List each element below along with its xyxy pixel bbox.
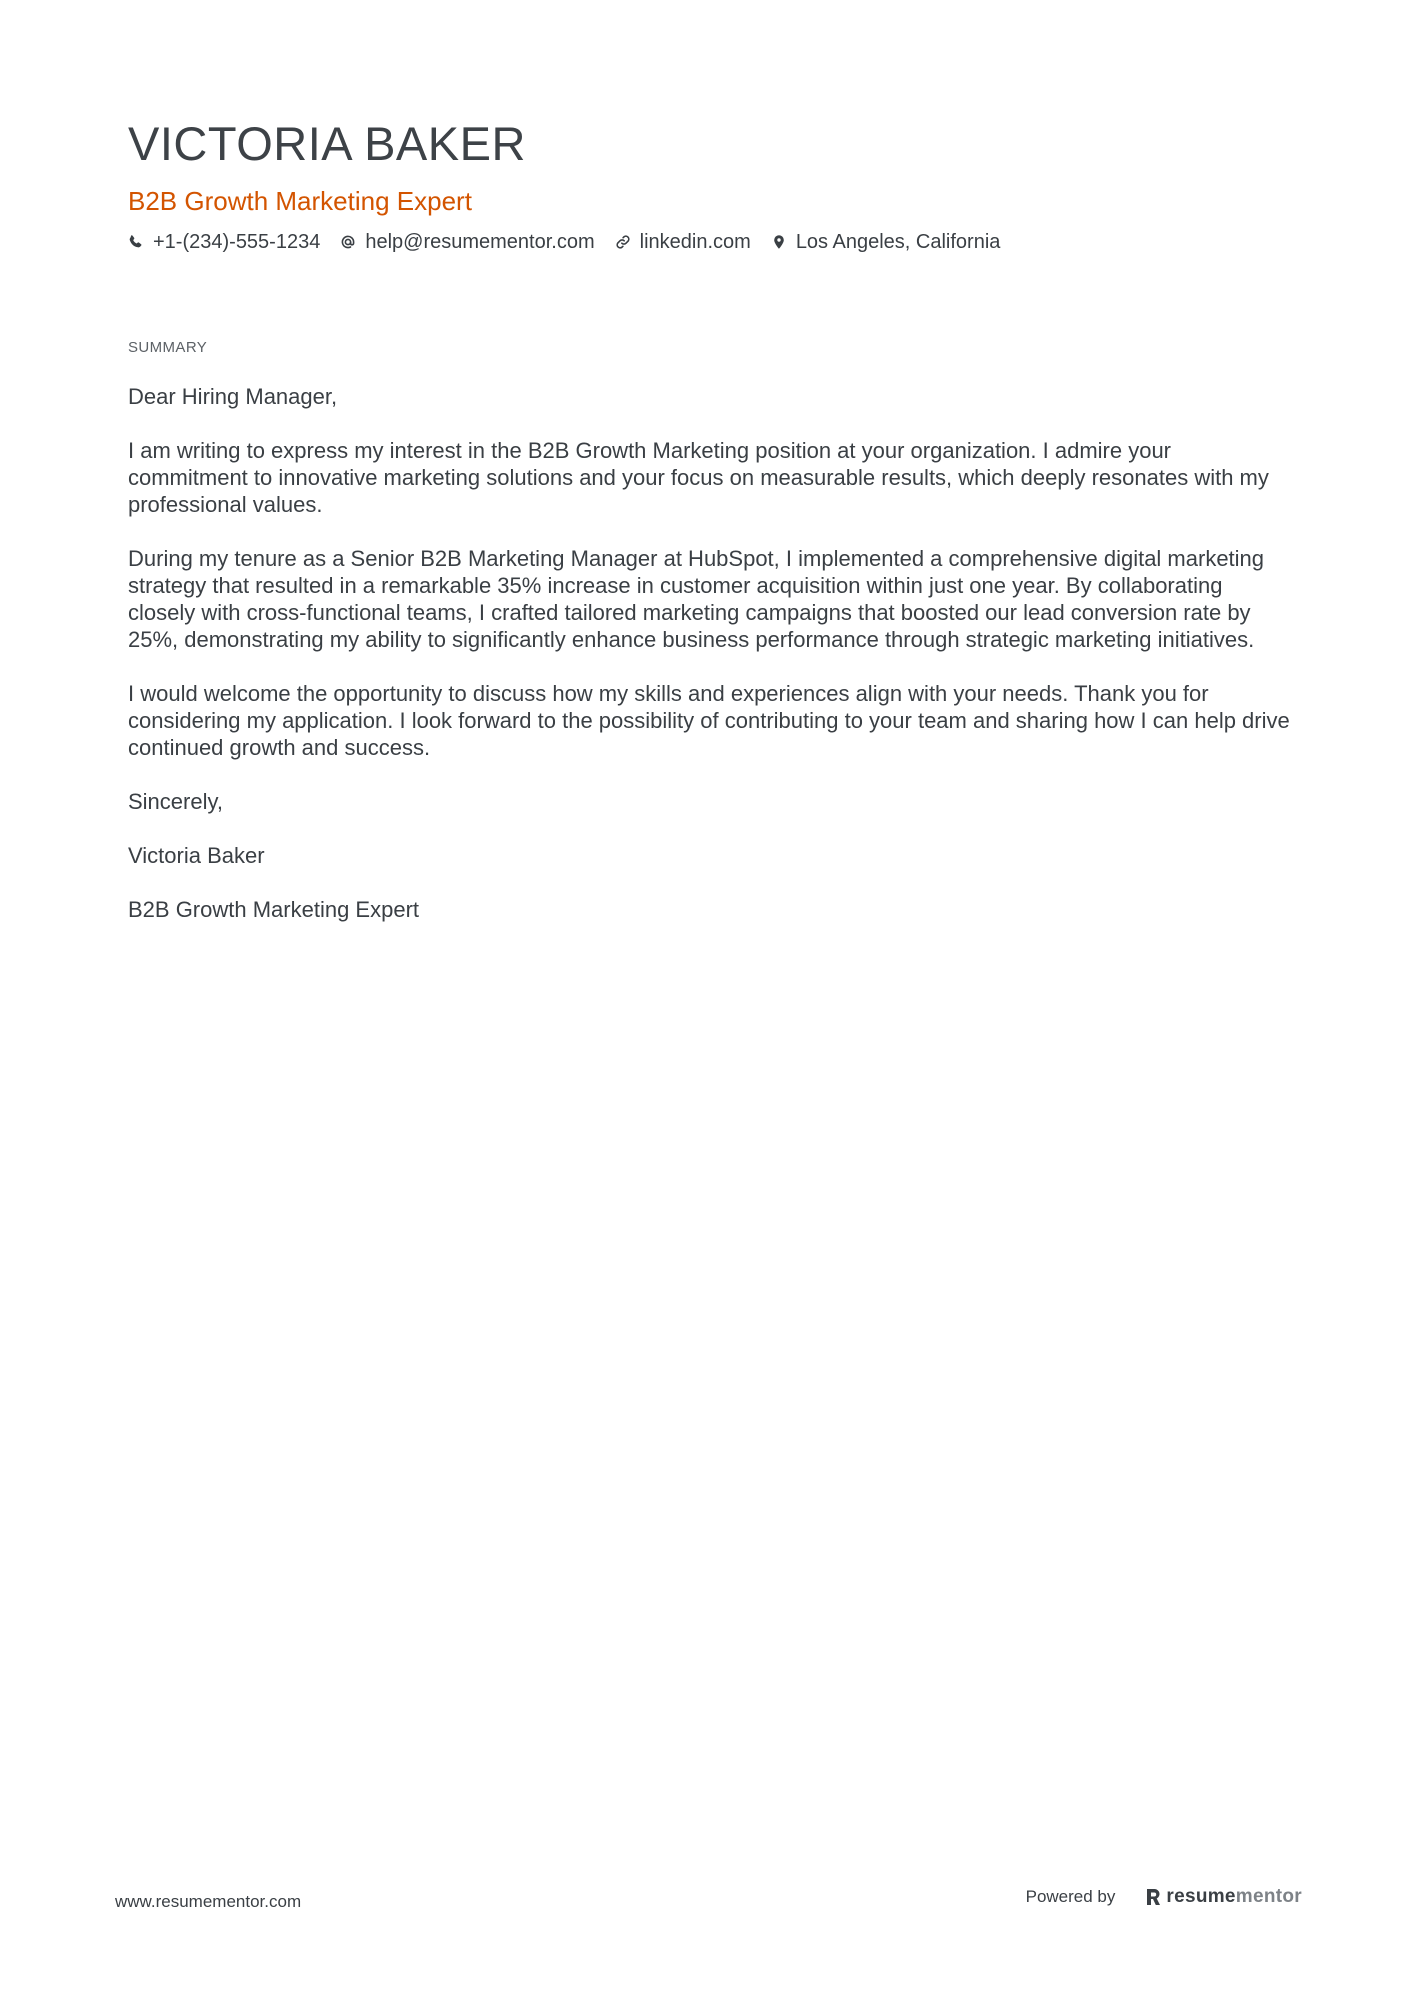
contact-phone — [128, 229, 320, 255]
resumementor-logo-icon — [1145, 1887, 1162, 1907]
contact-location — [771, 229, 1001, 255]
at-icon — [340, 234, 356, 250]
contact-location-text: Los Angeles, California — [795, 231, 1001, 253]
candidate-title: B2B Growth Marketing Expert — [128, 186, 472, 216]
letter-body — [128, 383, 1293, 950]
contact-email[interactable] — [340, 229, 594, 255]
contact-linkedin-text[interactable]: linkedin.com — [639, 231, 751, 253]
summary-heading: SUMMARY — [128, 339, 208, 356]
letter-signoff: Sincerely, — [128, 789, 223, 814]
letter-paragraph-experience: During my tenure as a Senior B2B Marketing Manager at HubSpot, I implemented a comprehensive digital marketing strategy that resulted in a remarkable 35% increase in customer acquisition within just one year. By collaborating closely with cross-functional teams, I crafted tailored marketing campaigns that boosted our lead conversion rate by 25%, demonstrating my ability to significantly enhance business performance through strategic marketing initiatives. — [128, 546, 1265, 652]
letter-greeting: Dear Hiring Manager, — [128, 384, 338, 409]
letter-signature-title: B2B Growth Marketing Expert — [128, 897, 420, 922]
contact-row — [128, 229, 1288, 255]
letter-signature-name: Victoria Baker — [128, 843, 265, 868]
letter-paragraph-intro: I am writing to express my interest in the B2B Growth Marketing position at your organization. I admire your commitment to innovative marketing solutions and your focus on measurable results, which deeply resonates with my professional values. — [128, 438, 1269, 517]
contact-email-text[interactable]: help@resumementor.com — [365, 231, 595, 253]
footer-website[interactable]: www.resumementor.com — [115, 1892, 302, 1911]
brand-name-bold: resume — [1166, 1886, 1236, 1907]
phone-icon — [128, 234, 144, 250]
brand-logo[interactable] — [1145, 1886, 1302, 1908]
powered-by-label: Powered by — [1025, 1887, 1116, 1906]
location-pin-icon — [771, 234, 787, 250]
header — [128, 114, 1288, 255]
candidate-name: VICTORIA BAKER — [128, 117, 526, 170]
brand-name-light: mentor — [1235, 1886, 1302, 1907]
link-icon — [615, 234, 631, 250]
footer-branding — [1026, 1886, 1302, 1908]
contact-linkedin[interactable] — [615, 229, 751, 255]
contact-phone-text: +1-(234)-555-1234 — [153, 231, 321, 253]
letter-paragraph-closing: I would welcome the opportunity to discuss how my skills and experiences align with your needs. Thank you for considering my application. I look forward to the possibility of contributing to your team and sharing how I can help drive continued growth and success. — [128, 681, 1290, 760]
